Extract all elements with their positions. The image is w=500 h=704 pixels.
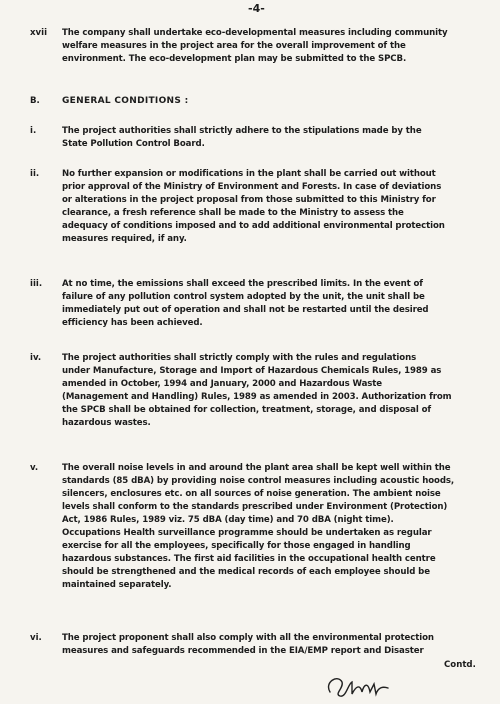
text-line: hazardous wastes. bbox=[62, 418, 151, 428]
item-text bbox=[62, 632, 486, 658]
text-line: welfare measures in the project area for the overall improvement of the bbox=[62, 41, 406, 51]
section-letter: B. bbox=[30, 96, 40, 106]
page-number: -4- bbox=[248, 2, 265, 15]
item-text bbox=[62, 278, 486, 330]
item-number: i. bbox=[30, 126, 37, 136]
item-text bbox=[62, 352, 486, 430]
text-line: hazardous substances. The first aid facilities in the occupational health centre bbox=[62, 554, 436, 564]
text-line: immediately put out of operation and shall not be restarted until the desired bbox=[62, 305, 429, 315]
text-line: Occupations Health surveillance programme should be undertaken as regular bbox=[62, 528, 432, 538]
text-line: At no time, the emissions shall exceed the prescribed limits. In the event of bbox=[62, 279, 423, 289]
text-line: prior approval of the Ministry of Environment and Forests. In case of deviations bbox=[62, 182, 442, 192]
item-number: vi. bbox=[30, 633, 42, 643]
item-text bbox=[62, 27, 486, 66]
continued-marker: Contd. bbox=[444, 660, 476, 670]
text-line: environment. The eco-development plan may be submitted to the SPCB. bbox=[62, 54, 407, 64]
text-line: standards (85 dBA) by providing noise control measures including acoustic hoods, bbox=[62, 476, 455, 486]
item-number: v. bbox=[30, 463, 39, 473]
section-title bbox=[62, 95, 486, 108]
item-text bbox=[62, 462, 486, 592]
text-line: should be strengthened and the medical records of each employee should be bbox=[62, 567, 430, 577]
text-line: measures required, if any. bbox=[62, 234, 187, 244]
text-line: failure of any pollution control system adopted by the unit, the unit shall be bbox=[62, 292, 425, 302]
text-line: GENERAL CONDITIONS : bbox=[62, 96, 189, 106]
text-line: State Pollution Control Board. bbox=[62, 139, 205, 149]
text-line: clearance, a fresh reference shall be made to the Ministry to assess the bbox=[62, 208, 404, 218]
item-number: ii. bbox=[30, 169, 40, 179]
text-line: efficiency has been achieved. bbox=[62, 318, 203, 328]
text-line: the SPCB shall be obtained for collection, treatment, storage, and disposal of bbox=[62, 405, 432, 415]
item-number: xvii bbox=[30, 28, 48, 38]
item-number: iii. bbox=[30, 279, 43, 289]
text-line: exercise for all the employees, specifically for those engaged in handling bbox=[62, 541, 411, 551]
text-line: The company shall undertake eco-developmental measures including community bbox=[62, 28, 448, 38]
text-line: The project authorities shall strictly comply with the rules and regulations bbox=[62, 353, 417, 363]
text-line: or alterations in the project proposal from those submitted to this Ministry for bbox=[62, 195, 436, 205]
text-line: under Manufacture, Storage and Import of Hazardous Chemicals Rules, 1989 as bbox=[62, 366, 442, 376]
text-line: The project proponent shall also comply with all the environmental protection bbox=[62, 633, 434, 643]
signature-mark bbox=[322, 670, 392, 702]
text-line: amended in October, 1994 and January, 2000 and Hazardous Waste bbox=[62, 379, 383, 389]
text-line: adequacy of conditions imposed and to add additional environmental protection bbox=[62, 221, 445, 231]
text-line: No further expansion or modifications in the plant shall be carried out without bbox=[62, 169, 436, 179]
text-line: (Management and Handling) Rules, 1989 as amended in 2003. Authorization from bbox=[62, 392, 452, 402]
text-line: silencers, enclosures etc. on all sources of noise generation. The ambient noise bbox=[62, 489, 441, 499]
text-line: Act, 1986 Rules, 1989 viz. 75 dBA (day time) and 70 dBA (night time). bbox=[62, 515, 394, 525]
text-line: The overall noise levels in and around the plant area shall be kept well within the bbox=[62, 463, 451, 473]
item-text bbox=[62, 168, 486, 246]
text-line: maintained separately. bbox=[62, 580, 172, 590]
item-number: iv. bbox=[30, 353, 42, 363]
text-line: measures and safeguards recommended in the EIA/EMP report and Disaster bbox=[62, 646, 424, 656]
text-line: levels shall conform to the standards prescribed under Environment (Protection) bbox=[62, 502, 448, 512]
text-line: The project authorities shall strictly adhere to the stipulations made by the bbox=[62, 126, 422, 136]
item-text bbox=[62, 125, 486, 151]
